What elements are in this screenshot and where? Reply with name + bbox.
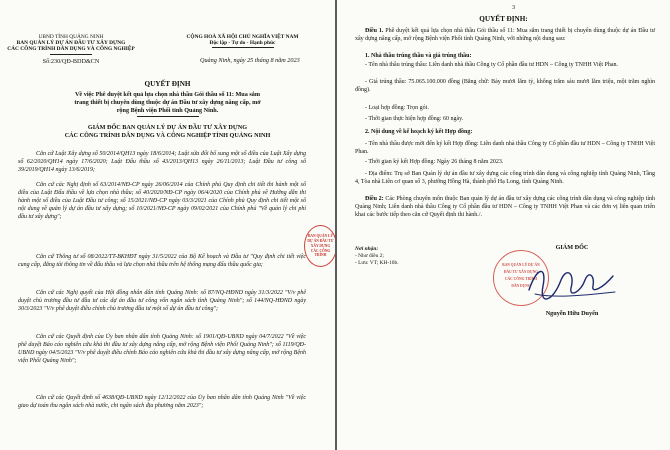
article-2	[355, 195, 655, 219]
item-1: 1. Nhà thầu trúng thầu và giá trúng thầu:	[365, 53, 472, 59]
legal-basis-4: Căn cứ các Nghị quyết của Hội đồng nhân dân tỉnh Quảng Ninh: số 87/NQ-HĐND ngày 31/3/2022 "V/v phê duyệt chủ trương đầu tư đầu tư các dự án đầu tư công vốn ngân sách tỉnh Quảng Ninh"; số 144/NQ-HĐND ngày 30/3/2023 "V/v phê duyệt điều chỉnh chủ trương đầu tư một số dự án đầu tư công";	[18, 290, 306, 313]
item-location: - Địa điểm: Trụ sở Ban Quản lý dự án đầu tư xây dựng các công trình dân dụng và công nghiệp tỉnh Quảng Ninh, Tầng 4, Tòa nhà Liên cơ quan số 3, phường Hồng Hà, thành phố Hạ Long, tỉnh Quảng Ninh.	[355, 171, 655, 186]
subject-line-1: Về việc Phê duyệt kết quả lựa chọn nhà thầu Gói thầu số 11: Mua sắm	[74, 91, 261, 98]
document-page-right	[337, 0, 670, 450]
signer-name: Nguyễn Hữu Duyến	[545, 310, 599, 317]
issuer-line-3: CÁC CÔNG TRÌNH DÂN DỤNG VÀ CÔNG NGHIỆP	[7, 46, 135, 52]
issuer-rule	[50, 54, 92, 55]
item-duration: - Thời gian thực hiện hợp đồng: 60 ngày.	[365, 116, 464, 122]
decision-heading: QUYẾT ĐỊNH:	[479, 15, 528, 23]
article-1-lead: Điều 1.	[365, 28, 384, 34]
article-1	[355, 27, 655, 43]
issuer-line-2: BAN QUẢN LÝ DỰ ÁN ĐẦU TƯ XÂY DỰNG	[16, 40, 126, 46]
item-contract-type: - Loại hợp đồng: Trọn gói.	[365, 105, 429, 111]
document-date: Quảng Ninh, ngày 25 tháng 8 năm 2023	[200, 57, 300, 64]
authority-line-2: CÁC CÔNG TRÌNH DÂN DỤNG VÀ CÔNG NGHIỆP TỈNH QUẢNG NINH	[64, 132, 271, 139]
legal-basis-2: Căn cứ các Nghị định số 63/2014/NĐ-CP ngày 26/06/2014 của Chính phủ Quy định chi tiết thi hành một số điều của Luật Đấu thầu về lựa chọn nhà thầu; số 40/2020/NĐ-CP ngày 06/4/2020 của Chính phủ về Hướng dẫn thi hành một số điều của Luật Đầu tư công; số 15/2021/NĐ-CP ngày 03/3/2021 của Chính phủ Quy định chi tiết một số nội dung về quản lý dự án đầu tư xây dựng; số 10/2021/NĐ-CP ngày 09/02/2021 của Chính phủ "Về quản lý chi phí đầu tư xây dựng";	[18, 182, 306, 221]
legal-basis-6: Căn cứ các Quyết định số 4638/QĐ-UBND ngày 12/12/2022 của Ủy ban nhân dân tỉnh Quảng Ninh "Về việc giao dự toán thu ngân sách nhà nước, chi ngân sách địa phương năm 2023";	[18, 395, 306, 410]
nation-line-2: Độc lập - Tự do - Hạnh phúc	[209, 40, 276, 46]
legal-basis-3: Căn cứ Thông tư số 08/2022/TT-BKHĐT ngày 31/5/2022 của Bộ Kế hoạch và Đầu tư "Quy định chi tiết việc cung cấp, đăng tải thông tin về đấu thầu và lựa chọn nhà thầu trên hệ thống mạng đấu thầu quốc gia;	[18, 254, 306, 269]
recipient-1: - Như điều 2;	[355, 253, 384, 259]
article-1-text: Phê duyệt kết quả lựa chọn nhà thầu Gói thầu số 11: Mua sắm trang thiết bị chuyên dùng thuộc dự án Đầu tư xây dựng nâng cấp, mở rộng Bệnh viện Phổi tỉnh Quảng Ninh, với những nội dung sau:	[355, 28, 656, 43]
official-stamp-right: BAN QUẢN LÝ DỰ ÁN ĐẦU TƯ XÂY DỰNG CÁC CÔNG TRÌNH DÂN DỤNG	[493, 250, 549, 306]
nation-line-1: CỘNG HOÀ XÃ HỘI CHỦ NGHĨA VIỆT NAM	[186, 34, 299, 40]
signer-title: GIÁM ĐỐC	[555, 244, 589, 251]
authority-line-1: GIÁM ĐỐC BAN QUẢN LÝ DỰ ÁN ĐẦU TƯ XÂY DỰNG	[87, 124, 248, 131]
item-winner: - Tên nhà thầu trúng thầu: Liên danh nhà thầu Công ty Cổ phần đầu tư HDN – Công ty TNHH Việt Phan.	[365, 62, 619, 68]
nation-rule	[212, 47, 274, 48]
doc-type-title: QUYẾT ĐỊNH	[144, 80, 191, 88]
item-sign-date: - Thời gian ký kết Hợp đồng: Ngày 26 tháng 8 năm 2023.	[365, 159, 504, 165]
subject-rule	[137, 116, 199, 117]
subject-line-3: rộng Bệnh viện Phổi tỉnh Quảng Ninh.	[116, 107, 219, 114]
official-stamp-left: BAN QUẢN LÝ DỰ ÁN ĐẦU TƯ XÂY DỰNG CÁC CÔNG TRÌNH	[304, 225, 335, 267]
subject-line-2: trang thiết bị chuyên dùng thuộc dự án Đầu tư xây dựng nâng cấp, mở	[74, 99, 261, 106]
signature	[523, 258, 623, 308]
article-2-text: Các Phòng chuyên môn thuộc Ban quản lý dự án đầu tư xây dựng các công trình dân dụng và công nghiệp tỉnh Quảng Ninh; Liên danh nhà thầu Công ty Cổ phần đầu tư HDN – Công ty TNHH Việt Phan và các đơn vị liên quan triển khai các bước tiếp theo căn cứ Quyết định thi hành./.	[355, 196, 656, 219]
issuer-line-1: UBND TỈNH QUẢNG NINH	[38, 34, 104, 40]
item-price: - Giá trúng thầu: 75.065.100.000 đồng (Bằng chữ: Bảy mươi lăm tỷ, không trăm sáu mươi lăm triệu, một trăm nghìn đồng).	[355, 79, 655, 94]
document-number: Số:230/QĐ-BDD&CN	[42, 58, 100, 65]
article-2-lead: Điều 2:	[365, 196, 384, 202]
legal-basis-1: Căn cứ Luật Xây dựng số 50/2014/QH13 ngày 18/6/2014; Luật sửa đổi bổ sung một số điều của Luật Xây dựng số 62/2020/QH14 ngày 17/6/2020; Luật Đấu thầu số 43/2013/QH13 ngày 26/11/2013; Luật Đầu tư công số 39/2019/QH14 ngày 13/6/2019;	[18, 151, 306, 174]
recipients-label: Nơi nhận:	[355, 246, 379, 252]
legal-basis-5: Căn cứ các Quyết định của Ủy ban nhân dân tỉnh Quảng Ninh: số 1901/QĐ-UBND ngày 04/7/2022 "Về việc phê duyệt Báo cáo nghiên cứu khả thi đầu tư xây dựng nâng cấp, mở rộng Bệnh viện Phổi Quảng Ninh"; số 1119/QĐ-UBND ngày 04/5/2023 "V/v phê duyệt điều chỉnh Báo cáo nghiên cứu khả thi đầu tư xây dựng nâng cấp, mở rộng Bệnh viện Phổi Quảng Ninh";	[18, 334, 306, 365]
item-invited: - Tên nhà thầu được mời đến ký kết Hợp đồng: Liên danh nhà thầu Công ty Cổ phần đầu tư HDN – Công ty TNHH Việt Phan.	[355, 141, 655, 156]
item-2: 2. Nội dung về kế hoạch ký kết Hợp đồng:	[365, 129, 473, 135]
recipient-2: - Lưu: VT; KH-10b.	[355, 260, 399, 266]
page-number: 3	[512, 4, 516, 11]
